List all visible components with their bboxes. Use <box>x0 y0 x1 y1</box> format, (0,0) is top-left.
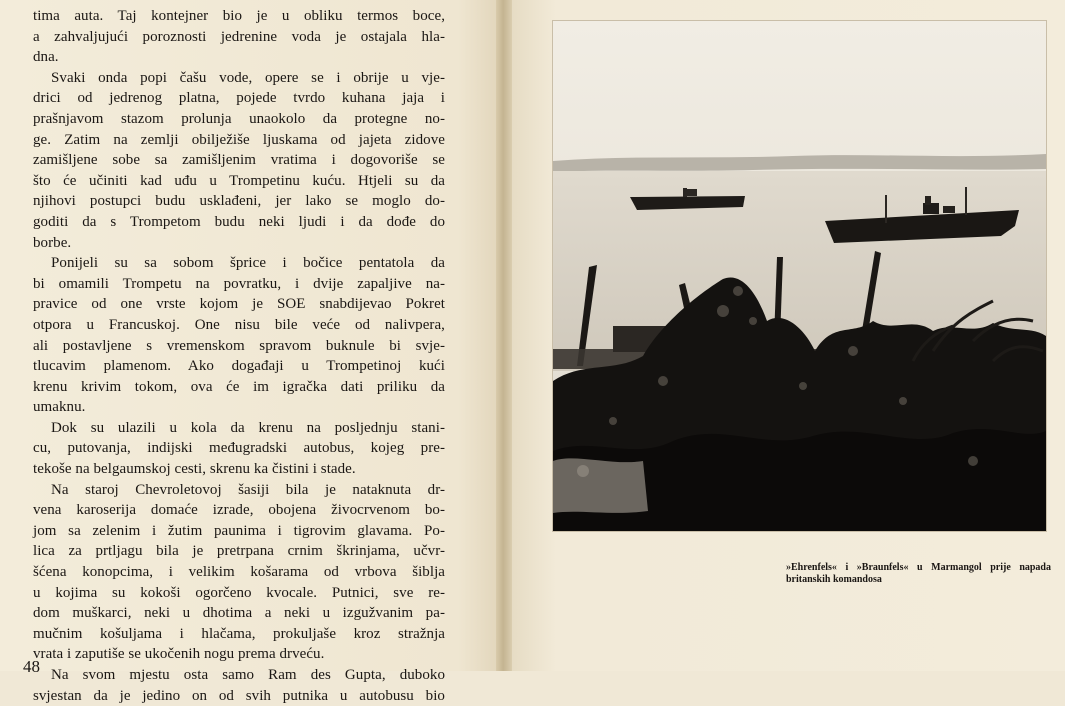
text-line: prašnjavom stazom prolunja unaokolo da protegne no- <box>33 110 445 127</box>
text-line: pravice od one vrste kojom je SOE snabdijevao Pokret <box>33 296 445 313</box>
text-line: Na svom mjestu osta samo Ram des Gupta, duboko <box>51 667 445 683</box>
text-line: ge. Zatim na zemlji obilježiše ljuskama od jajeta zidove <box>33 131 445 148</box>
text-line: a zahvaljujući poroznosti jedrenine voda je ostajala hla- <box>33 28 445 45</box>
text-line: ali postavljene s vremenskom spravom buknule bi svje- <box>33 337 445 354</box>
text-line: svjestan da je jedino on od svih putnika u autobusu bio <box>33 687 445 704</box>
text-line: tima auta. Taj kontejner bio je u obliku termos boce, <box>33 8 445 24</box>
text-line: jom sa zelenim i žutim paunima i tigrovim glavama. Po- <box>33 522 445 539</box>
photo-image <box>553 21 1046 531</box>
text-line: Dok su ulazili u kola da krenu na posljednju stani- <box>51 419 445 436</box>
text-line: tekoše na belgaumskoj cesti, skrenu ka čistini i stade. <box>33 461 356 478</box>
photo-caption: »Ehrenfels« i »Braunfels« u Marmangol prije napada britanskih komandosa <box>786 562 1051 585</box>
text-line: šćena konopcima, i velikim košarama od vrbova šiblja <box>33 564 445 581</box>
text-line: vrata i zaputiše se ukočenih nogu prema drveću. <box>33 646 325 663</box>
text-line: tlucavim plamenom. Ako događaji u Trompetinoj kući <box>33 358 445 375</box>
text-line: otpora u Francuskoj. One nisu bile veće od nalivpera, <box>33 316 445 333</box>
text-line: bi omamili Trompetu na povratku, i dvije zapaljive na- <box>33 275 445 292</box>
text-line: borbe. <box>33 234 72 251</box>
text-line: cu, putovanja, indijski međugradski autobus, kojeg pre- <box>33 440 445 457</box>
text-line: u kojima su kokoši ogorčeno kvocale. Putnici, sve re- <box>33 584 445 601</box>
text-line: njihovi postupci budu usklađeni, jer lako se moglo do- <box>33 193 445 210</box>
text-line: umaknu. <box>33 399 86 416</box>
page-number: 48 <box>23 657 40 676</box>
text-line: dna. <box>33 49 59 66</box>
text-line: lica za prtljagu bila je pretrpana crnim škrinjama, učvr- <box>33 543 445 560</box>
text-line: Ponijeli su sa sobom šprice i bočice pentatola da <box>51 255 445 272</box>
right-page <box>512 0 1065 671</box>
book-gutter <box>496 0 512 671</box>
text-line: Na staroj Chevroletovoj šasiji bila je nataknuta dr- <box>51 481 445 498</box>
harbour-photograph <box>552 20 1047 532</box>
text-line: krenu krivim tokom, ova će im igračka dati priliku da <box>33 378 445 395</box>
text-line: dom muškarci, neki u dhotima a neki u izgužvanim pa- <box>33 605 445 622</box>
body-text <box>33 6 445 706</box>
text-line: drici od jedrenog platna, pojede tvrdo kuhana jaja i <box>33 90 445 107</box>
text-line: goditi da s Trompetom budu neki ljudi i da dođe do <box>33 213 445 230</box>
left-page <box>0 0 498 704</box>
text-line: vena karoserija domaće izrade, obojena živocrvenom bo- <box>33 502 445 519</box>
text-line: što će učiniti kad uđu u Trompetinu kuću. Htjeli su da <box>33 172 445 189</box>
text-line: zamišljene sobe sa zamišljenim vratima i dogovoriše se <box>33 152 445 169</box>
text-line: Svaki onda popi čašu vode, opere se i obrije u vje- <box>51 69 445 86</box>
text-line: mučnim košuljama i hlačama, prokuljaše kroz stražnja <box>33 625 445 642</box>
